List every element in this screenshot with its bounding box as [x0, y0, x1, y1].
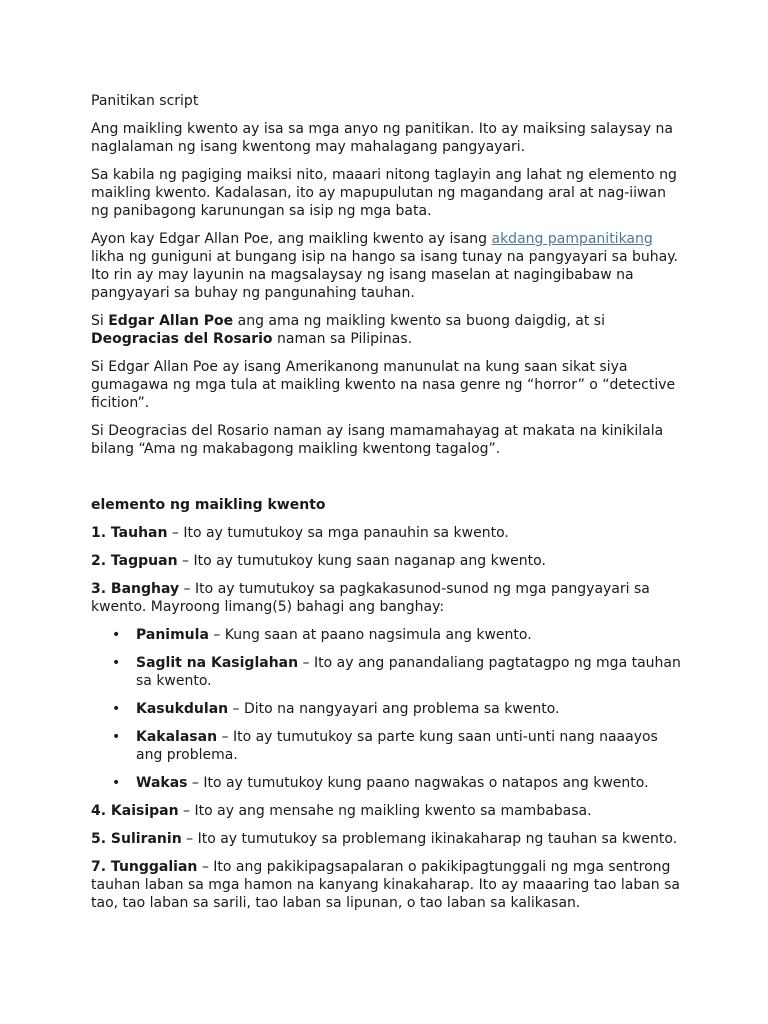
- paragraph-poe-bio: Si Edgar Allan Poe ay isang Amerikanong manunulat na kung saan sikat siya gumagawa ng mga tula at maikling kwento na nasa genre ng “horror” o “detective ficition”.: [91, 359, 676, 411]
- paragraph-poe-definition: [91, 230, 681, 302]
- list-item: [112, 774, 681, 792]
- element-item: [91, 802, 681, 820]
- bullet-icon: •: [112, 627, 121, 643]
- element-label: 4. Kaisipan: [91, 803, 179, 819]
- element-label: 1. Tauhan: [91, 525, 168, 541]
- bullet-icon: •: [112, 701, 121, 717]
- paragraph-elements-note: Sa kabila ng pagiging maiksi nito, maaari nitong taglayin ang lahat ng elemento ng maikling kwento. Kadalasan, ito ay mapupulutan ng magandang aral at nag-iiwan ng panibagong karunungan sa isip ng mga bata.: [91, 167, 677, 219]
- paragraph-text: Ayon kay Edgar Allan Poe, ang maikling kwento ay isang: [91, 231, 492, 247]
- element-item: [91, 552, 681, 570]
- document-page: [91, 92, 681, 922]
- bullet-icon: •: [112, 655, 121, 671]
- paragraph-text: likha ng guniguni at bungang isip na hango sa isang tunay na pangyayari sa buhay. Ito rin ay may layunin na magsalaysay ng isang maselan at nagingibabaw na pangyayari sa buhay ng pangunahing tauhan.: [91, 249, 678, 301]
- list-item: [112, 728, 681, 764]
- bold-name-rosario: Deogracias del Rosario: [91, 331, 273, 347]
- section-heading-text: elemento ng maikling kwento: [91, 497, 326, 513]
- list-item-text: – Ito ay tumutukoy sa parte kung saan unti-unti nang naaayos ang problema.: [136, 729, 658, 763]
- bullet-icon: •: [112, 775, 121, 791]
- paragraph-text: naman sa Pilipinas.: [272, 331, 413, 347]
- element-item: [91, 580, 681, 616]
- element-label: 3. Banghay: [91, 581, 180, 597]
- element-item: [91, 830, 681, 848]
- list-item-text: – Kung saan at paano nagsimula ang kwento.: [208, 627, 532, 643]
- bullet-icon: •: [112, 729, 121, 745]
- list-item-text: – Ito ay ang panandaliang pagtatagpo ng mga tauhan sa kwento.: [136, 655, 681, 689]
- element-text: – Ito ay tumutukoy sa problemang ikinakaharap ng tauhan sa kwento.: [181, 831, 678, 847]
- element-text: – Ito ay tumutukoy sa mga panauhin sa kwento.: [167, 525, 509, 541]
- element-text: – Ito ay ang mensahe ng maikling kwento sa mambabasa.: [178, 803, 592, 819]
- paragraph-fathers: [91, 312, 681, 348]
- list-item-label: Saglit na Kasiglahan: [136, 655, 299, 671]
- element-text: – Ito ay tumutukoy kung saan naganap ang kwento.: [177, 553, 546, 569]
- element-label: 7. Tunggalian: [91, 859, 198, 875]
- bold-name-poe: Edgar Allan Poe: [108, 313, 234, 329]
- paragraph-text: Si: [91, 313, 109, 329]
- paragraph-definition: Ang maikling kwento ay isa sa mga anyo ng panitikan. Ito ay maiksing salaysay na naglalaman ng isang kwentong may mahalagang pangyayari.: [91, 121, 673, 155]
- paragraph-text: ang ama ng maikling kwento sa buong daigdig, at si: [233, 313, 605, 329]
- list-item: [112, 700, 681, 718]
- list-item-text: – Dito na nangyayari ang problema sa kwento.: [228, 701, 560, 717]
- element-text: – Ito ang pakikipagsapalaran o pakikipagtunggali ng mga sentrong tauhan laban sa mga hamon na kanyang kinakaharap. Ito ay maaaring tao laban sa tao, tao laban sa sarili, tao laban sa lipunan, o tao laban sa kalikasan.: [91, 859, 680, 911]
- section-heading: [91, 496, 681, 514]
- element-label: 2. Tagpuan: [91, 553, 178, 569]
- list-item-label: Kasukdulan: [136, 701, 229, 717]
- paragraph-rosario-bio: Si Deogracias del Rosario naman ay isang mamamahayag at makata na kinikilala bilang “Ama ng makabagong maikling kwentong tagalog”.: [91, 423, 664, 457]
- list-item-label: Panimula: [136, 627, 209, 643]
- akdang-pampanitikang-link[interactable]: akdang pampanitikang: [491, 231, 653, 247]
- element-label: 5. Suliranin: [91, 831, 182, 847]
- document-title: Panitikan script: [91, 93, 199, 109]
- element-item: [91, 524, 681, 542]
- list-item-label: Wakas: [136, 775, 188, 791]
- banghay-list: [91, 626, 681, 792]
- spacer: [91, 468, 681, 496]
- element-item: [91, 858, 681, 912]
- list-item: [112, 626, 681, 644]
- list-item-label: Kakalasan: [136, 729, 218, 745]
- list-item-text: – Ito ay tumutukoy kung paano nagwakas o natapos ang kwento.: [187, 775, 649, 791]
- list-item: [112, 654, 681, 690]
- element-text: – Ito ay tumutukoy sa pagkakasunod-sunod ng mga pangyayari sa kwento. Mayroong limang(5) bahagi ang banghay:: [91, 581, 650, 615]
